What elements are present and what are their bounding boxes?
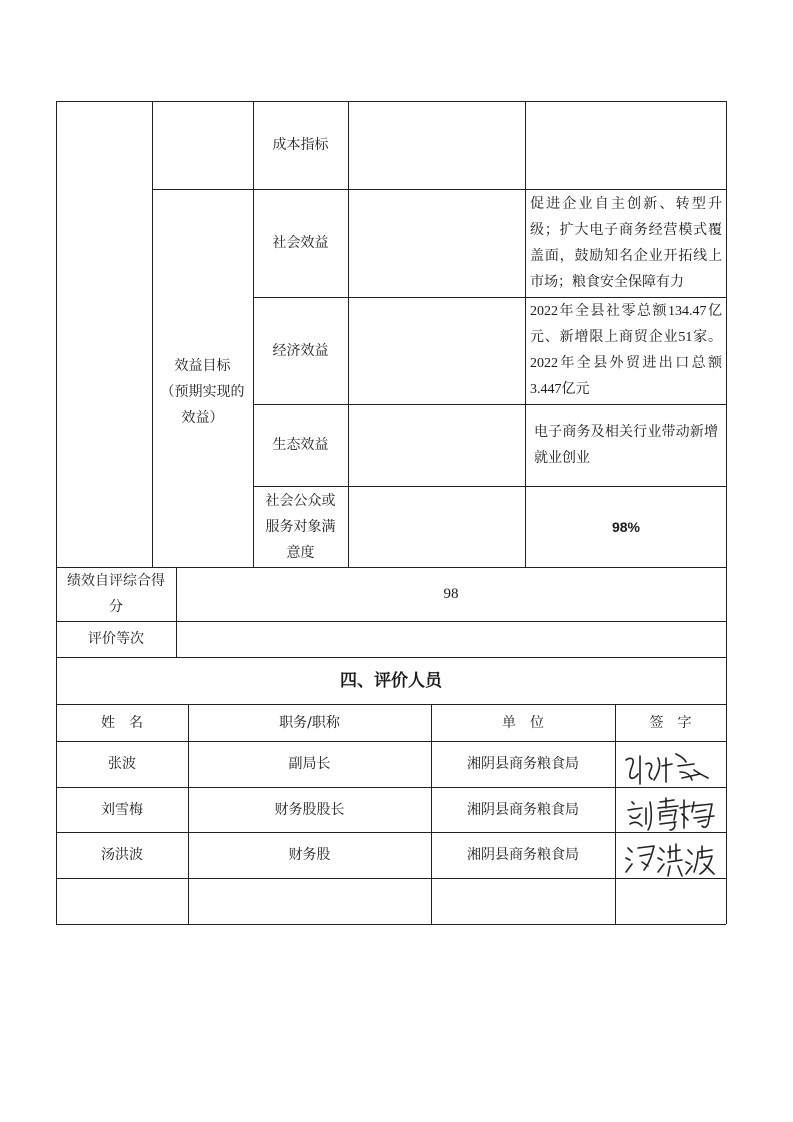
social-benefit-label: 社会效益	[272, 235, 329, 251]
signature-tang-hongbo	[620, 836, 720, 880]
evaluator-name: 刘雪梅	[101, 801, 143, 818]
evaluator-position: 副局长	[288, 756, 331, 772]
header-name: 姓 名	[101, 714, 143, 731]
evaluators-title: 四、评价人员	[340, 670, 442, 691]
ecological-benefit-value: 电子商务及相关行业带动新增就业创业	[534, 424, 718, 466]
grid-line	[56, 101, 726, 102]
evaluator-name: 汤洪波	[101, 847, 143, 863]
evaluator-position: 财务股	[288, 847, 331, 863]
score-value: 98	[443, 586, 459, 602]
grid-line	[348, 101, 349, 567]
satisfaction-label: 社会公众或 服务对象满 意度	[265, 492, 336, 561]
social-benefit-value: 促进企业自主创新、转型升级；扩大电子商务经营模式覆盖面，鼓励知名企业开拓线上市场；粮食安全保障有力	[530, 196, 722, 290]
score-label: 绩效自评综合得 分	[67, 573, 165, 615]
empty-row-cell	[56, 878, 188, 924]
evaluator-position: 财务股股长	[274, 801, 345, 818]
signature-liu-xuemei	[622, 790, 722, 834]
evaluator-unit: 湘阴县商务粮食局	[467, 756, 579, 772]
grade-value	[176, 621, 726, 657]
economic-benefit-label: 经济效益	[272, 342, 329, 359]
grid-line	[726, 101, 727, 924]
grid-line	[56, 924, 726, 925]
cost-indicator-label: 成本指标	[272, 137, 329, 153]
evaluator-unit: 湘阴县商务粮食局	[467, 801, 579, 818]
benefit-target-label: 效益目标 （预期实现的 效益）	[160, 357, 245, 426]
evaluator-unit: 湘阴县商务粮食局	[467, 847, 579, 863]
signature-zhang-bo	[620, 744, 720, 788]
ecological-benefit-label: 生态效益	[272, 437, 329, 453]
header-position: 职务/职称	[279, 714, 340, 731]
evaluator-name: 张波	[108, 756, 136, 772]
economic-benefit-value: 2022年全县社零总额134.47亿元、新增限上商贸企业51家。2022年全县外贸进出口总额3.447亿元	[530, 303, 722, 397]
grade-label: 评价等次	[88, 631, 144, 647]
header-unit: 单 位	[502, 714, 544, 731]
satisfaction-value: 98%	[611, 518, 641, 535]
header-signature: 签 字	[649, 714, 692, 731]
